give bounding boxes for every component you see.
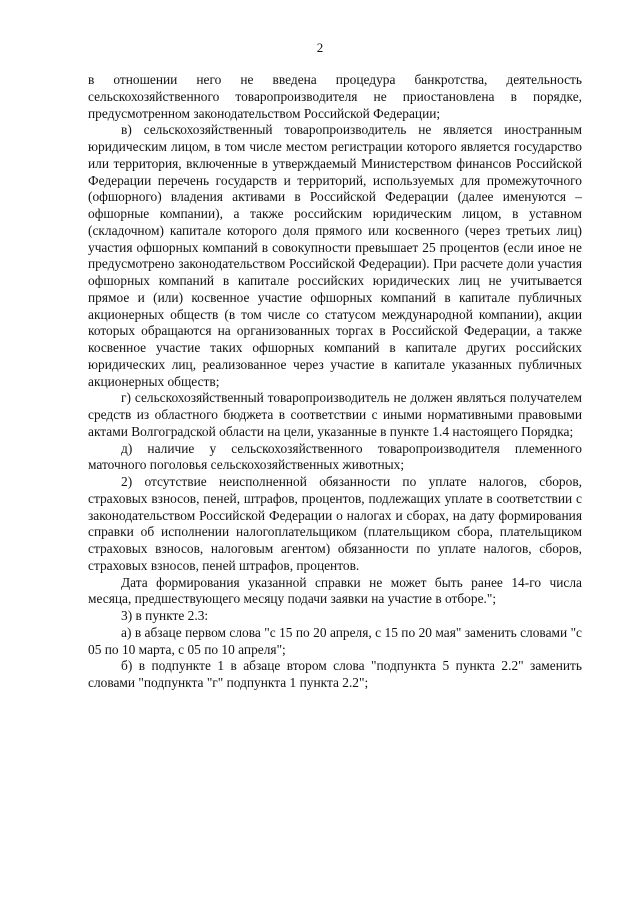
paragraph-item-g: г) сельскохозяйственный товаропроизводитель не должен являться получателем средств из областного бюджета в соответствии с иными нормативными правовыми актами Волгоградской области на цели, указанные в пункте 1.4 настоящего Порядка; <box>88 390 582 439</box>
page-number: 2 <box>316 40 324 55</box>
document-body <box>88 72 582 692</box>
paragraph-item-2: 2) отсутствие неисполненной обязанности по уплате налогов, сборов, страховых взносов, пеней, штрафов, процентов, подлежащих уплате в соответствии с законодательством Российской Федерации о налогах и сборах, на дату формирования справки об исполнении налогоплательщиком (плательщиком сбора, плательщиком страховых взносов, налоговым агентом) обязанности по уплате налогов, сборов, страховых взносов, пеней штрафов, процентов. <box>88 474 582 573</box>
paragraph-certificate-date: Дата формирования указанной справки не может быть ранее 14-го числа месяца, предшествующего месяцу подачи заявки на участие в отборе."; <box>88 574 582 607</box>
paragraph-item-d: д) наличие у сельскохозяйственного товаропроизводителя племенного маточного поголовья сельскохозяйственных животных; <box>88 440 582 473</box>
paragraph-item-3: 3) в пункте 2.3: <box>121 608 209 623</box>
paragraph-bankruptcy-clause: в отношении него не введена процедура банкротства, деятельность сельскохозяйственного товаропроизводителя не приостановлена в порядке, предусмотренном законодательством Российской Федерации; <box>88 72 582 121</box>
paragraph-item-a: а) в абзаце первом слова "с 15 по 20 апреля, с 15 по 20 мая" заменить словами "с 05 по 10 марта, с 05 по 10 апреля"; <box>88 624 582 657</box>
paragraph-item-b: б) в подпункте 1 в абзаце втором слова "подпункта 5 пункта 2.2" заменить словами "подпункта "г" подпункта 1 пункта 2.2"; <box>88 658 582 690</box>
paragraph-item-v: в) сельскохозяйственный товаропроизводитель не является иностранным юридическим лицом, в том числе местом регистрации которого является государство или территория, включенные в утверждаемый Министерством финансов Российской Федерации перечень государств и территорий, используемых для промежуточного (офшорного) владения активами в Российской Федерации (далее именуются – офшорные компании), а также российским юридическим лицом, в уставном (складочном) капитале которого доля прямого или косвенного (через третьих лиц) участия офшорных компаний в совокупности превышает 25 процентов (если иное не предусмотрено законодательством Российской Федерации). При расчете доли участия офшорных компаний в капитале российских юридических лиц не учитывается прямое и (или) косвенное участие офшорных компаний в капитале публичных акционерных обществ (в том числе со статусом международной компании), акции которых обращаются на организованных торгах в Российской Федерации, а также косвенное участие таких офшорных компаний в капитале других российских юридических лиц, реализованное через участие в капитале указанных публичных акционерных обществ; <box>88 122 582 389</box>
